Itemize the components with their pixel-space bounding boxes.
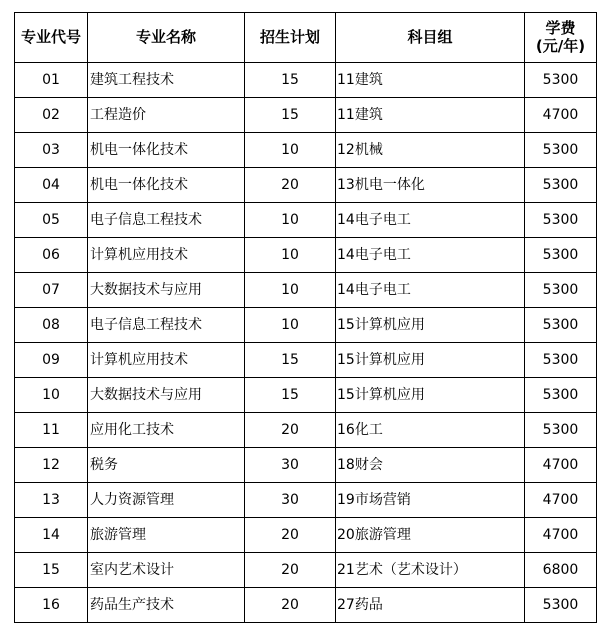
table-row (15, 413, 597, 448)
cell-plan: 15 (245, 98, 336, 133)
cell-name: 机电一体化技术 (88, 168, 245, 203)
table-row (15, 343, 597, 378)
cell-fee: 5300 (525, 238, 597, 273)
cell-code: 06 (15, 238, 88, 273)
table-row (15, 308, 597, 343)
table-row (15, 588, 597, 623)
header-fee (525, 13, 597, 63)
cell-group: 15计算机应用 (336, 343, 525, 378)
cell-group: 14电子电工 (336, 273, 525, 308)
cell-plan: 20 (245, 588, 336, 623)
cell-fee: 5300 (525, 63, 597, 98)
enrollment-table-container (14, 12, 597, 623)
cell-name: 电子信息工程技术 (88, 203, 245, 238)
table-row (15, 273, 597, 308)
cell-name: 工程造价 (88, 98, 245, 133)
table-row (15, 518, 597, 553)
cell-code: 11 (15, 413, 88, 448)
header-code: 专业代号 (15, 13, 88, 63)
cell-fee: 5300 (525, 308, 597, 343)
header-plan: 招生计划 (245, 13, 336, 63)
cell-fee: 4700 (525, 483, 597, 518)
cell-fee: 5300 (525, 413, 597, 448)
cell-plan: 15 (245, 378, 336, 413)
cell-fee: 5300 (525, 168, 597, 203)
cell-plan: 20 (245, 553, 336, 588)
cell-fee: 5300 (525, 133, 597, 168)
cell-code: 07 (15, 273, 88, 308)
cell-fee: 4700 (525, 98, 597, 133)
cell-code: 02 (15, 98, 88, 133)
cell-code: 05 (15, 203, 88, 238)
cell-fee: 5300 (525, 273, 597, 308)
cell-plan: 20 (245, 168, 336, 203)
cell-name: 机电一体化技术 (88, 133, 245, 168)
table-row (15, 448, 597, 483)
cell-plan: 20 (245, 518, 336, 553)
cell-name: 旅游管理 (88, 518, 245, 553)
cell-name: 药品生产技术 (88, 588, 245, 623)
cell-name: 电子信息工程技术 (88, 308, 245, 343)
cell-fee: 6800 (525, 553, 597, 588)
cell-name: 大数据技术与应用 (88, 273, 245, 308)
cell-group: 11建筑 (336, 63, 525, 98)
cell-fee: 5300 (525, 343, 597, 378)
cell-code: 03 (15, 133, 88, 168)
cell-group: 12机械 (336, 133, 525, 168)
cell-plan: 15 (245, 343, 336, 378)
table-row (15, 168, 597, 203)
cell-name: 税务 (88, 448, 245, 483)
cell-name: 室内艺术设计 (88, 553, 245, 588)
cell-plan: 10 (245, 273, 336, 308)
cell-group: 19市场营销 (336, 483, 525, 518)
header-row (15, 13, 597, 63)
cell-code: 13 (15, 483, 88, 518)
cell-fee: 4700 (525, 518, 597, 553)
header-fee-line1: 学费 (545, 19, 576, 38)
cell-group: 14电子电工 (336, 238, 525, 273)
cell-plan: 20 (245, 413, 336, 448)
table-row (15, 203, 597, 238)
cell-name: 应用化工技术 (88, 413, 245, 448)
cell-group: 15计算机应用 (336, 378, 525, 413)
cell-code: 12 (15, 448, 88, 483)
cell-plan: 30 (245, 483, 336, 518)
cell-fee: 5300 (525, 203, 597, 238)
cell-fee: 5300 (525, 378, 597, 413)
cell-group: 20旅游管理 (336, 518, 525, 553)
cell-name: 建筑工程技术 (88, 63, 245, 98)
cell-code: 09 (15, 343, 88, 378)
cell-code: 15 (15, 553, 88, 588)
cell-group: 14电子电工 (336, 203, 525, 238)
cell-fee: 4700 (525, 448, 597, 483)
table-row (15, 238, 597, 273)
cell-group: 16化工 (336, 413, 525, 448)
cell-plan: 10 (245, 308, 336, 343)
cell-code: 04 (15, 168, 88, 203)
table-body (15, 63, 597, 623)
table-row (15, 378, 597, 413)
cell-fee: 5300 (525, 588, 597, 623)
cell-code: 08 (15, 308, 88, 343)
cell-name: 人力资源管理 (88, 483, 245, 518)
cell-group: 27药品 (336, 588, 525, 623)
header-group: 科目组 (336, 13, 525, 63)
cell-group: 18财会 (336, 448, 525, 483)
cell-plan: 10 (245, 238, 336, 273)
cell-group: 11建筑 (336, 98, 525, 133)
table-row (15, 98, 597, 133)
table-row (15, 483, 597, 518)
cell-group: 21艺术（艺术设计） (336, 553, 525, 588)
table-row (15, 133, 597, 168)
cell-plan: 10 (245, 203, 336, 238)
cell-name: 计算机应用技术 (88, 343, 245, 378)
cell-group: 13机电一体化 (336, 168, 525, 203)
cell-code: 16 (15, 588, 88, 623)
cell-plan: 30 (245, 448, 336, 483)
cell-name: 大数据技术与应用 (88, 378, 245, 413)
cell-code: 10 (15, 378, 88, 413)
cell-code: 01 (15, 63, 88, 98)
table-row (15, 63, 597, 98)
header-name: 专业名称 (88, 13, 245, 63)
header-fee-line2: (元/年) (535, 36, 586, 55)
cell-code: 14 (15, 518, 88, 553)
cell-plan: 10 (245, 133, 336, 168)
cell-group: 15计算机应用 (336, 308, 525, 343)
cell-plan: 15 (245, 63, 336, 98)
cell-name: 计算机应用技术 (88, 238, 245, 273)
table-row (15, 553, 597, 588)
enrollment-table (14, 12, 597, 623)
